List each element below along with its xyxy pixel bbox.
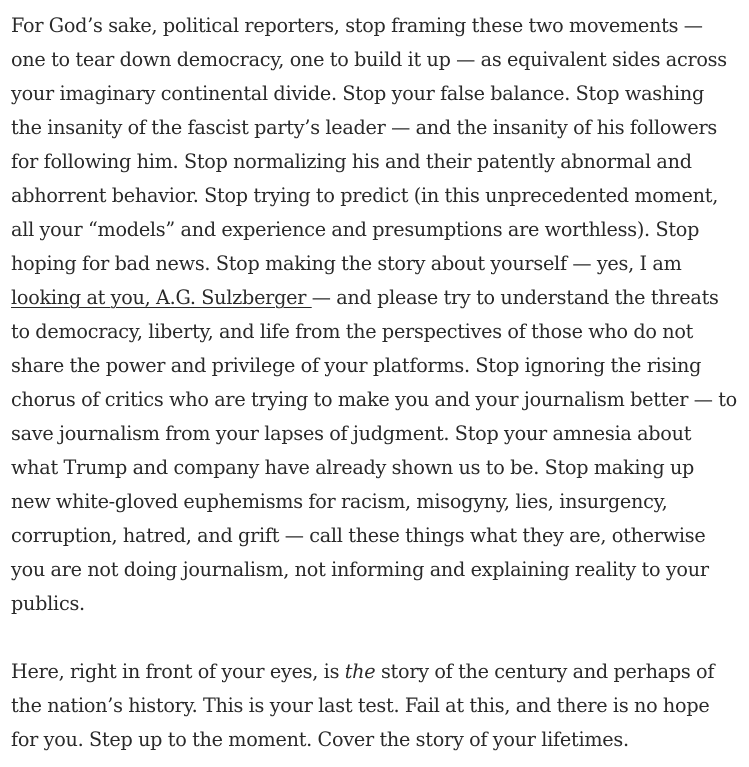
sulzberger-link[interactable]: looking at you, A.G. Sulzberger <box>11 286 312 309</box>
emphasis-the: the <box>344 660 376 683</box>
paragraph-2-text-after-emphasis: story of the century and perhaps of the nation’s history. This is your last test. Fail at this, and there is no hope for you. Step up to the moment. Cover the story of your lifetimes. <box>11 660 715 751</box>
paragraph-2-text-before-emphasis: Here, right in front of your eyes, is <box>11 660 345 683</box>
paragraph-1-text-after-link: — and please try to understand the threats to democracy, liberty, and life from the perspectives of those who do not share the power and privilege of your platforms. Stop ignoring the rising chorus of critics who are trying to make you and your journalism better — to save journalism from your lapses of judgment. Stop your amnesia about what Trump and company have already shown us to be. Stop making up new white-gloved euphemisms for racism, misogyny, lies, insurgency, corruption, hatred, and grift — call these things what they are, otherwise you are not doing journalism, not informing and explaining reality to your publics. <box>11 286 737 615</box>
paragraph-1 <box>11 9 738 621</box>
article-body <box>11 9 738 757</box>
paragraph-1-text-before-link: For God’s sake, political reporters, stop framing these two movements — one to tear down democracy, one to build it up — as equivalent sides across your imaginary continental divide. Stop your false balance. Stop washing the insanity of the fascist party’s leader — and the insanity of his followers for following him. Stop normalizing his and their patently abnormal and abhorrent behavior. Stop trying to predict (in this unprecedented moment, all your “models” and experience and presumptions are worthless). Stop hoping for bad news. Stop making the story about yourself — yes, I am <box>11 14 727 275</box>
paragraph-2 <box>11 655 738 757</box>
